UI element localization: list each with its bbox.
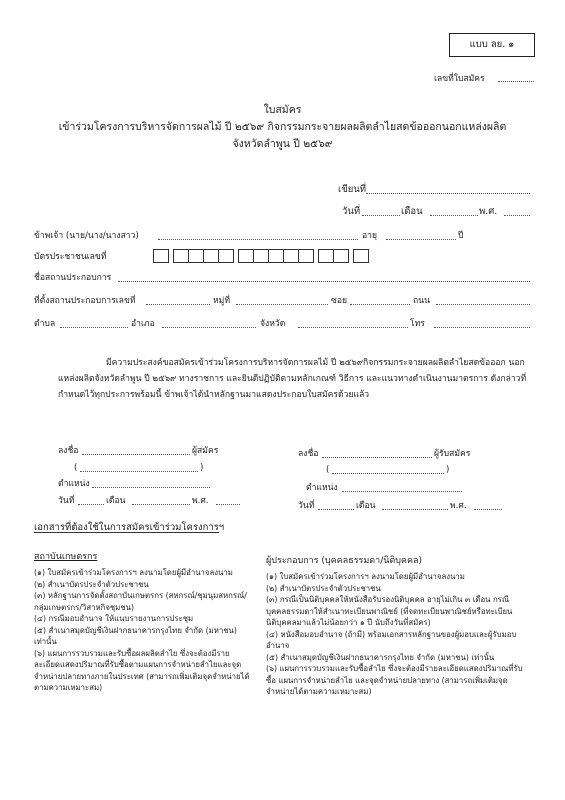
left-year-field[interactable] (216, 504, 240, 505)
road-label: ถนน (413, 296, 430, 306)
id-digit-box[interactable] (218, 249, 234, 263)
id-digit-box[interactable] (173, 249, 189, 263)
id-digit-box[interactable] (188, 249, 204, 263)
right-year-label: พ.ศ. (450, 501, 467, 511)
form-subtitle-province: จังหวัดลำพูน ปี ๒๕๖๙ (232, 138, 333, 150)
list-item: (๖) แผนการรวบรวมและรับซื้อผลผลิตลำไย ซึ่งจะต้องมีรายละเอียดแสดงปริมาณที่รับซื้อตามแผนการจำหน่ายลำไยและจุดจำหน่ายปลายทางภายในประเทศ (สามารถเพิ่มเติมจุดจำหน่ายได้ตามความเหมาะสม) (34, 648, 250, 692)
documents-heading: เอกสารที่ต้องใช้ในการสมัครเข้าร่วมโครงการฯ (34, 522, 225, 533)
right-signature-field[interactable] (322, 457, 432, 458)
address-no-field[interactable] (146, 304, 210, 305)
written-at-field[interactable] (366, 193, 530, 194)
name-field[interactable] (158, 239, 358, 240)
month-label: เดือน (401, 206, 423, 217)
left-signature-field[interactable] (82, 454, 190, 455)
right-sign-label: ลงชื่อ (298, 449, 319, 459)
institution-documents (34, 551, 254, 694)
documents-heading-underline (34, 532, 219, 533)
institution-heading: สถาบันเกษตรกร (34, 552, 98, 562)
application-no-label: เลขที่ใบสมัคร (434, 74, 485, 84)
written-at-label: เขียนที่ (338, 184, 367, 195)
province-label: จังหวัด (260, 319, 286, 329)
right-position-field[interactable] (342, 491, 462, 492)
left-position-field[interactable] (92, 487, 210, 488)
id-digit-box[interactable] (253, 249, 269, 263)
left-paren-open: ( (74, 463, 78, 473)
soi-label: ซอย (331, 296, 348, 306)
left-date-field[interactable] (78, 504, 104, 505)
road-field[interactable] (436, 304, 530, 305)
phone-label: โทร (410, 319, 425, 329)
left-month-label: เดือน (106, 496, 126, 506)
right-sign-role: ผู้รับสมัคร (434, 449, 471, 459)
id-digit-box[interactable] (333, 249, 349, 263)
right-year-field[interactable] (474, 509, 502, 510)
application-no-field[interactable] (498, 81, 534, 82)
age-unit: ปี (458, 231, 464, 241)
id-card-label: บัตรประชาชนเลขที่ (34, 252, 107, 262)
list-item: (๒) สำเนาบัตรประจำตัวประชาชน (34, 579, 149, 589)
left-date-label: วันที่ (58, 496, 75, 506)
subdistrict-label: ตำบล (34, 319, 56, 329)
id-digit-box[interactable] (268, 249, 284, 263)
operator-doc-list (266, 571, 528, 698)
statement-paragraph: มีความประสงค์ขอสมัครเข้าร่วมโครงการบริหารจัดการผลไม้ ปี ๒๕๖๙กิจกรรมกระจายผลผลิตลำไยสดข้อออก นอกแหล่งผลิตจังหวัดลำพูน ปี ๒๕๖๙ ทางราชการ และยินดีปฏิบัติตามหลักเกณฑ์ วิธีการ และแนวทางดำเนินงานมาตรการ ดังกล่าวที่กำหนดไว้ทุกประการพร้อมนี้ ข้าพเจ้าได้นำหลักฐานมาแสดงประกอบใบสมัครด้วยแล้ว (58, 358, 527, 400)
id-digit-box[interactable] (203, 249, 219, 263)
address-label: ที่ตั้งสถานประกอบการเลขที่ (34, 296, 136, 306)
phone-field[interactable] (434, 327, 530, 328)
right-month-field[interactable] (382, 509, 448, 510)
subdistrict-field[interactable] (60, 327, 128, 328)
id-digit-box[interactable] (318, 249, 334, 263)
list-item: (๓) กรณีเป็นนิติบุคคลให้หนังสือรับรองนิติบุคคล อายุไม่เกิน ๓ เดือน กรณีบุคคลธรรมดาให้สำเนาทะเบียนพาณิชย์ (ที่จดทะเบียนพาณิชย์หรือทะเบียนนิติบุคคลมาแล้วไม่น้อยกว่า ๑ ปี นับถึงวันที่สมัคร) (266, 595, 513, 627)
list-item: (๒) สำเนาบัตรประจำตัวประชาชน (266, 583, 381, 593)
name-label: ข้าพเจ้า (นาย/นาง/นางสาว) (34, 231, 139, 241)
right-printed-name-field[interactable] (332, 473, 444, 474)
left-position-label: ตำแหน่ง (58, 479, 90, 489)
left-sign-role: ผู้สมัคร (192, 446, 219, 456)
left-year-label: พ.ศ. (192, 496, 209, 506)
list-item: (๓) หลักฐานการจัดตั้งสถาบันเกษตรกร (สหกรณ์/ชุมนุมสหกรณ์/กลุ่มเกษตรกร/วิสาหกิจชุมชน) (34, 591, 247, 612)
year-field[interactable] (504, 215, 530, 216)
list-item: (๕) สำเนาสมุดบัญชีเงินฝากธนาคารกรุงไทย จำกัด (มหาชน) เท่านั้น (266, 652, 495, 662)
right-position-label: ตำแหน่ง (306, 483, 338, 493)
right-paren-open: ( (326, 465, 330, 475)
right-date-label: วันที่ (298, 501, 315, 511)
list-item: (๔) กรณีมอบอำนาจ ให้แนบรายงานการประชุม (34, 614, 194, 623)
age-field[interactable] (386, 239, 456, 240)
list-item: (๑) ใบสมัครเข้าร่วมโครงการฯ ลงนามโดยผู้มีอำนาจลงนาม (34, 568, 233, 577)
operator-heading: ผู้ประกอบการ (บุคคลธรรมดา/นิติบุคคล) (266, 556, 423, 566)
left-paren-close: ) (200, 463, 204, 473)
left-printed-name-field[interactable] (80, 471, 198, 472)
year-label: พ.ศ. (479, 206, 498, 217)
moo-label: หมู่ที่ (213, 296, 230, 306)
soi-field[interactable] (350, 304, 410, 305)
age-label: อายุ (362, 231, 378, 241)
right-date-field[interactable] (318, 509, 354, 510)
id-digit-box[interactable] (298, 249, 314, 263)
business-name-field[interactable] (118, 281, 530, 282)
id-digit-box[interactable] (353, 249, 369, 263)
left-sign-label: ลงชื่อ (58, 446, 79, 456)
list-item: (๔) หนังสือมอบอำนาจ (ถ้ามี) พร้อมเอกสารหลักฐานของผู้มอบและผู้รับมอบอำนาจ (266, 629, 517, 650)
district-label: อำเภอ (131, 319, 155, 329)
province-field[interactable] (298, 327, 408, 328)
date-field[interactable] (362, 215, 400, 216)
right-month-label: เดือน (356, 501, 376, 511)
moo-field[interactable] (236, 304, 328, 305)
list-item: (๕) สำเนาสมุดบัญชีเงินฝากธนาคารกรุงไทย จำกัด (มหาชน) เท่านั้น (34, 625, 237, 646)
date-label: วันที่ (342, 206, 361, 217)
form-title: ใบสมัคร (263, 104, 302, 116)
id-digit-box[interactable] (283, 249, 299, 263)
form-number-box: แบบ ลย. ๑ (449, 33, 535, 57)
form-subtitle: เข้าร่วมโครงการบริหารจัดการผลไม้ ปี ๒๕๖๙ กิจกรรมกระจายผลผลิตลำไยสดข้อออกนอกแหล่งผลิต (58, 121, 507, 133)
id-digit-box[interactable] (153, 249, 169, 263)
month-field[interactable] (430, 215, 478, 216)
right-paren-close: ) (446, 465, 450, 475)
operator-documents (266, 555, 528, 698)
id-digit-box[interactable] (238, 249, 254, 263)
list-item: (๑) ใบสมัครเข้าร่วมโครงการฯ ลงนามโดยผู้มีอำนาจลงนาม (266, 572, 465, 581)
list-item: (๖) แผนการรวบรวมและรับซื้อลำไย ซึ่งจะต้องมีรายละเอียดแสดงปริมาณที่รับซื้อ แผนการจำหน่ายลำไย และจุดจำหน่ายปลายทาง (สามารถเพิ่มเติมจุดจำหน่ายได้ตามความเหมาะสม) (266, 664, 523, 696)
left-month-field[interactable] (132, 504, 190, 505)
district-field[interactable] (162, 327, 256, 328)
institution-doc-list (34, 567, 254, 694)
business-name-label: ชื่อสถานประกอบการ (34, 273, 112, 283)
